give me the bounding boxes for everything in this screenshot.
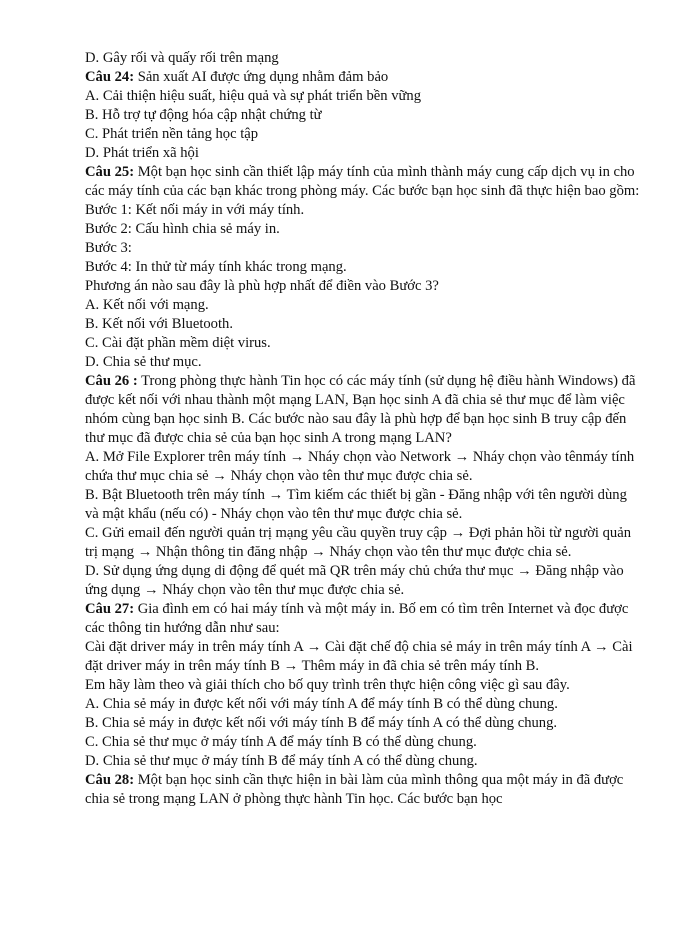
text-line: Bước 4: In thử từ máy tính khác trong mạng. bbox=[85, 259, 347, 275]
text-line: D. Sử dụng ứng dụng di động để quét mã QR trên máy chủ chứa thư mục → Đăng nhập vào ứng dụng → Nháy chọn vào tên thư mục được chia sẻ. bbox=[85, 563, 624, 598]
question-number: Câu 26 : bbox=[85, 373, 138, 389]
question-number: Câu 27: bbox=[85, 601, 135, 617]
question-text: Một bạn học sinh cần thiết lập máy tính của mình thành máy cung cấp dịch vụ in cho các máy tính của các bạn khác trong phòng máy. Các bước bạn học sinh đã thực hiện bao gồm: bbox=[85, 164, 640, 199]
text-line: Bước 2: Cấu hình chia sẻ máy in. bbox=[85, 221, 280, 237]
question-paragraph bbox=[85, 771, 640, 809]
question-number: Câu 25: bbox=[85, 164, 135, 180]
text-line: B. Kết nối với Bluetooth. bbox=[85, 316, 233, 332]
question-number: Câu 28: bbox=[85, 772, 135, 788]
question-text: Trong phòng thực hành Tin học có các máy tính (sử dụng hệ điều hành Windows) đã được kết nối với nhau thành một mạng LAN, Bạn học sinh A đã chia sẻ thư mục để làm việc nhóm cùng bạn học sinh B. Các bước nào sau đây là phù hợp để bạn học sinh B truy cập đến thư mục đã được chia sẻ của bạn học sinh A trong mạng LAN? bbox=[85, 373, 636, 446]
text-line: B. Chia sẻ máy in được kết nối với máy tính B để máy tính A có thể dùng chung. bbox=[85, 715, 558, 731]
question-number: Câu 24: bbox=[85, 69, 135, 85]
text-line: C. Gửi email đến người quản trị mạng yêu cầu quyền truy cập → Đợi phản hồi từ người quản trị mạng → Nhận thông tin đăng nhập → Nháy chọn vào tên thư mục được chia sẻ. bbox=[85, 525, 632, 560]
text-line: A. Mở File Explorer trên máy tính → Nháy chọn vào Network → Nháy chọn vào tênmáy tính chứa thư mục chia sẻ → Nháy chọn vào tên thư mục được chia sẻ. bbox=[85, 449, 635, 484]
question-text: Sản xuất AI được ứng dụng nhằm đảm bảo bbox=[134, 69, 389, 85]
text-line: A. Chia sẻ máy in được kết nối với máy tính A để máy tính B có thể dùng chung. bbox=[85, 696, 558, 712]
text-line: D. Gây rối và quấy rối trên mạng bbox=[85, 50, 279, 66]
text-line: Bước 1: Kết nối máy in với máy tính. bbox=[85, 202, 305, 218]
text-line: D. Chia sẻ thư mục. bbox=[85, 354, 202, 370]
text-line: C. Phát triển nền tảng học tập bbox=[85, 126, 259, 142]
question-paragraph bbox=[85, 68, 640, 87]
text-line: A. Cải thiện hiệu suất, hiệu quả và sự phát triển bền vững bbox=[85, 88, 421, 104]
text-line: B. Hỗ trợ tự động hóa cập nhật chứng từ bbox=[85, 107, 322, 123]
document-page bbox=[85, 49, 640, 809]
text-line: D. Phát triển xã hội bbox=[85, 145, 199, 161]
text-line: Cài đặt driver máy in trên máy tính A → Cài đặt chế độ chia sẻ máy in trên máy tính A → Cài đặt driver máy in trên máy tính B → Thêm máy in đã chia sẻ trên máy tính B. bbox=[85, 639, 633, 674]
question-text: Gia đình em có hai máy tính và một máy in. Bố em có tìm trên Internet và đọc được các thông tin hướng dẫn như sau: bbox=[85, 601, 629, 636]
text-line: A. Kết nối với mạng. bbox=[85, 297, 209, 313]
text-line: Bước 3: bbox=[85, 240, 132, 256]
question-paragraph bbox=[85, 600, 640, 638]
question-paragraph bbox=[85, 372, 640, 448]
text-line: C. Chia sẻ thư mục ở máy tính A để máy tính B có thể dùng chung. bbox=[85, 734, 477, 750]
text-line: C. Cài đặt phần mềm diệt virus. bbox=[85, 335, 271, 351]
question-paragraph bbox=[85, 163, 640, 201]
text-line: B. Bật Bluetooth trên máy tính → Tìm kiếm các thiết bị gần - Đăng nhập với tên người dùng và mật khẩu (nếu có) - Nháy chọn vào tên thư mục được chia sẻ. bbox=[85, 487, 627, 522]
question-text: Một bạn học sinh cần thực hiện in bài làm của mình thông qua một máy in đã được chia sẻ trong mạng LAN ở phòng thực hành Tin học. Các bước bạn học bbox=[85, 772, 624, 807]
text-line: Phương án nào sau đây là phù hợp nhất để điền vào Bước 3? bbox=[85, 278, 439, 294]
text-line: D. Chia sẻ thư mục ở máy tính B để máy tính A có thể dùng chung. bbox=[85, 753, 478, 769]
text-line: Em hãy làm theo và giải thích cho bố quy trình trên thực hiện công việc gì sau đây. bbox=[85, 677, 570, 693]
